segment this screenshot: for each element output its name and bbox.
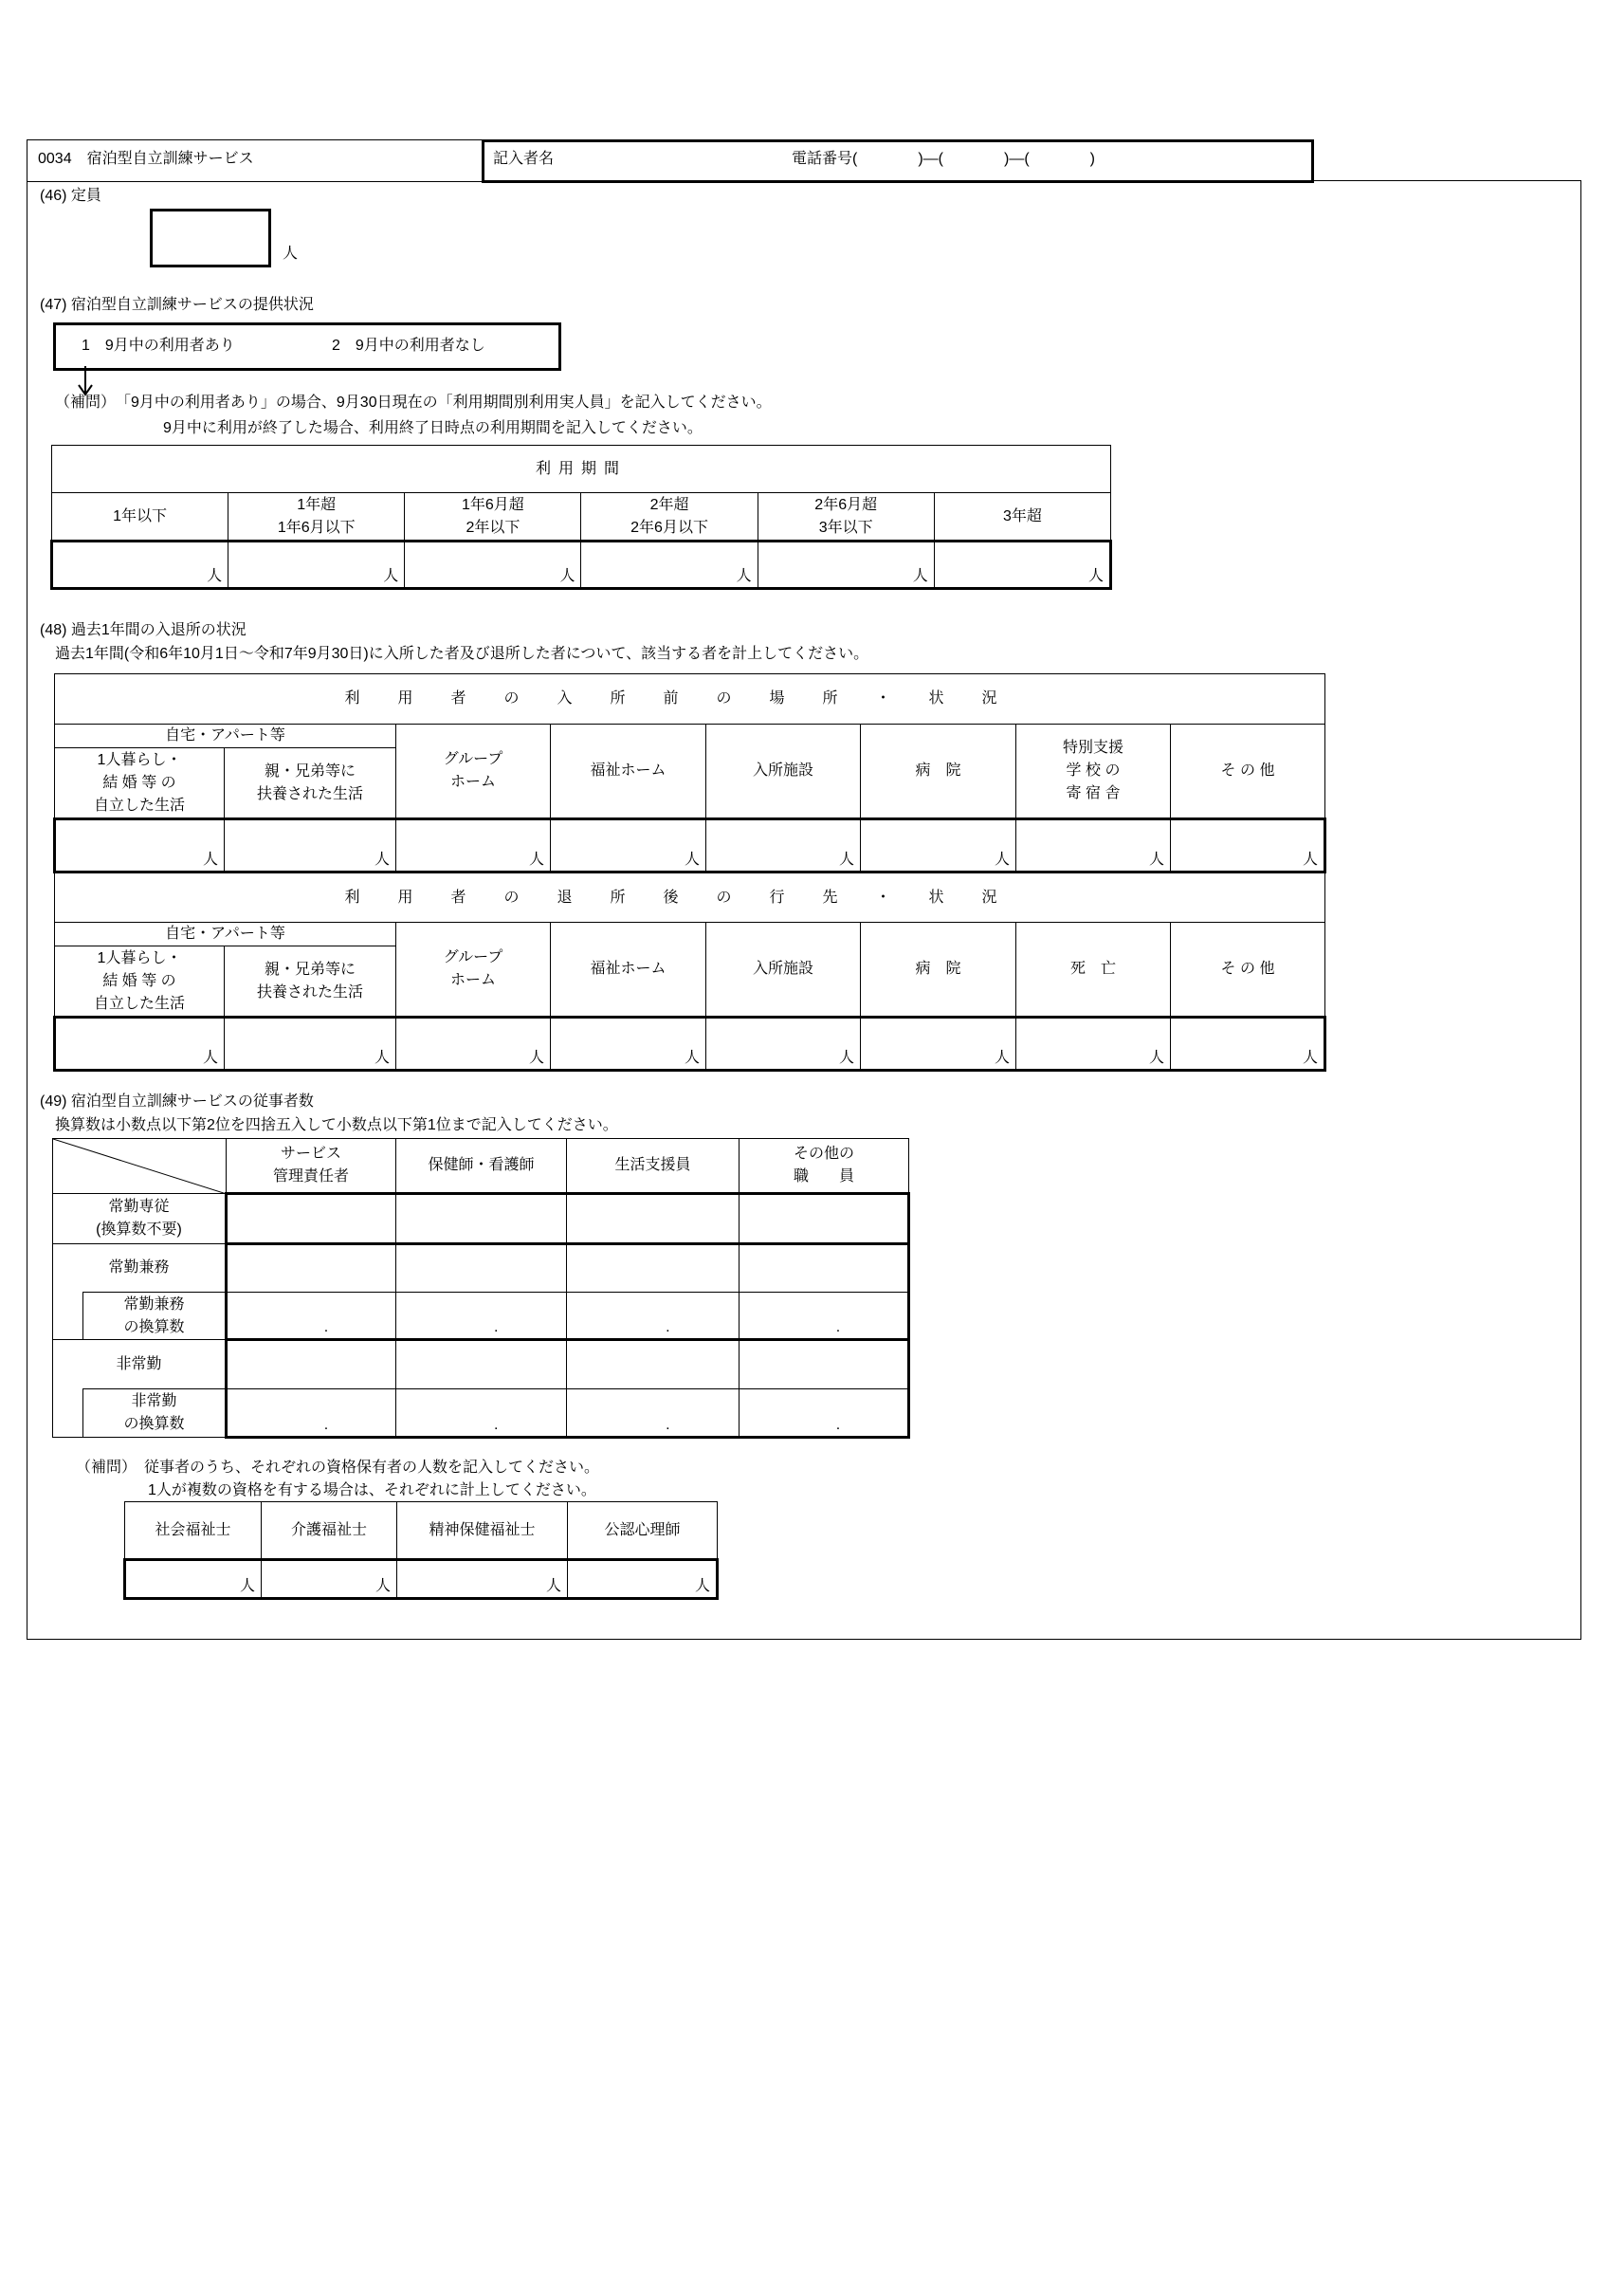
q49-note-2: 1人が複数の資格を有する場合は、それぞれに計上してください。	[148, 1482, 596, 1498]
input-cell[interactable]: 人	[397, 1560, 568, 1599]
input-cell[interactable]: 人	[706, 1018, 861, 1071]
q47-note-2: 9月中に利用が終了した場合、利用終了日時点の利用期間を記入してください。	[163, 420, 703, 436]
q46-label: (46) 定員	[40, 188, 101, 204]
input-cell[interactable]: 人	[405, 542, 581, 589]
input-cell[interactable]	[396, 1194, 567, 1244]
capacity-unit: 人	[283, 246, 299, 262]
input-cell[interactable]: 人	[758, 542, 934, 589]
recorder-label: 記入者名	[493, 151, 555, 167]
col-header: 1年超 1年6月以下	[228, 493, 405, 542]
input-cell[interactable]: 人	[1171, 1018, 1325, 1071]
col-header: 1年6月超 2年以下	[405, 493, 581, 542]
input-cell[interactable]: 人	[225, 819, 396, 872]
input-cell[interactable]	[227, 1194, 396, 1244]
input-cell[interactable]: 人	[551, 1018, 706, 1071]
input-cell[interactable]: .	[740, 1389, 909, 1438]
input-cell[interactable]: 人	[125, 1560, 262, 1599]
usage-period-table	[50, 445, 1112, 590]
row-header: 常勤兼務	[53, 1244, 227, 1293]
col-header: サービス 管理責任者	[227, 1139, 396, 1194]
q47-note-1: （補問） 「9月中の利用者あり」の場合、9月30日現在の「利用期間別利用実人員」を記入してください。	[55, 395, 772, 411]
input-cell[interactable]	[740, 1244, 909, 1293]
col-header: 親・兄弟等に 扶養された生活	[225, 946, 396, 1018]
input-cell[interactable]	[740, 1194, 909, 1244]
col-header: 1人暮らし・ 結 婚 等 の 自立した生活	[55, 946, 225, 1018]
section-title: 利用者の退所後の行先・状況	[55, 872, 1325, 923]
input-cell[interactable]: 人	[551, 819, 706, 872]
input-cell[interactable]: 人	[262, 1560, 397, 1599]
col-header: 2年6月超 3年以下	[758, 493, 934, 542]
input-cell[interactable]: 人	[581, 542, 758, 589]
q47-label: (47) 宿泊型自立訓練サービスの提供状況	[40, 297, 314, 313]
input-cell[interactable]	[567, 1244, 740, 1293]
col-header: 病 院	[861, 725, 1016, 819]
col-header: 福祉ホーム	[551, 725, 706, 819]
input-cell[interactable]: 人	[55, 819, 225, 872]
col-header: 公認心理師	[568, 1502, 718, 1560]
input-cell[interactable]: .	[227, 1389, 396, 1438]
col-header: 入所施設	[706, 923, 861, 1018]
input-cell[interactable]: 人	[861, 1018, 1016, 1071]
input-cell[interactable]: 人	[396, 1018, 551, 1071]
frame-top-line	[1311, 180, 1580, 181]
col-header: 1年以下	[52, 493, 228, 542]
col-header: その他の 職 員	[740, 1139, 909, 1194]
input-cell[interactable]	[567, 1194, 740, 1244]
col-header: 精神保健福祉士	[397, 1502, 568, 1560]
input-cell[interactable]: .	[567, 1293, 740, 1340]
indent-cell	[53, 1293, 83, 1340]
input-cell[interactable]: .	[227, 1293, 396, 1340]
col-header: 3年超	[934, 493, 1110, 542]
qualification-table	[123, 1501, 719, 1600]
input-cell[interactable]: 人	[396, 819, 551, 872]
input-cell[interactable]	[396, 1340, 567, 1389]
q48-sub: 過去1年間(令和6年10月1日～令和7年9月30日)に入所した者及び退所した者について、該当する者を計上してください。	[55, 646, 869, 662]
col-header: 病 院	[861, 923, 1016, 1018]
diagonal-line	[53, 1139, 227, 1194]
col-header: そ の 他	[1171, 923, 1325, 1018]
col-header: グループ ホーム	[396, 725, 551, 819]
option-no-users[interactable]: 2 9月中の利用者なし	[332, 338, 485, 354]
input-cell[interactable]: 人	[52, 542, 228, 589]
col-header: 親・兄弟等に 扶養された生活	[225, 748, 396, 819]
col-header: 福祉ホーム	[551, 923, 706, 1018]
input-cell[interactable]: .	[740, 1293, 909, 1340]
input-cell[interactable]: 人	[1016, 1018, 1171, 1071]
input-cell[interactable]: 人	[934, 542, 1110, 589]
col-header: 特別支援 学 校 の 寄 宿 舎	[1016, 725, 1171, 819]
input-cell[interactable]: 人	[228, 542, 405, 589]
row-header: 常勤兼務 の換算数	[83, 1293, 227, 1340]
admission-discharge-table	[53, 673, 1326, 1072]
capacity-input[interactable]	[150, 209, 271, 267]
option-users-present[interactable]: 1 9月中の利用者あり	[82, 338, 235, 354]
col-header: 生活支援員	[567, 1139, 740, 1194]
usage-period-title: 利用期間	[52, 446, 1111, 493]
row-header: 非常勤 の換算数	[83, 1389, 227, 1438]
col-header: グループ ホーム	[396, 923, 551, 1018]
phone-label: 電話番号( )―( )―( )	[792, 151, 1095, 167]
input-cell[interactable]: .	[396, 1293, 567, 1340]
q49-label: (49) 宿泊型自立訓練サービスの従事者数	[40, 1093, 314, 1110]
q49-sub: 換算数は小数点以下第2位を四捨五入して小数点以下第1位まで記入してください。	[55, 1117, 618, 1133]
input-cell[interactable]: 人	[1171, 819, 1325, 872]
input-cell[interactable]: .	[567, 1389, 740, 1438]
diagonal-header-cell	[53, 1139, 227, 1194]
row-header: 常勤専従 (換算数不要)	[53, 1194, 227, 1244]
row-header: 非常勤	[53, 1340, 227, 1389]
col-header: 入所施設	[706, 725, 861, 819]
col-header: 社会福祉士	[125, 1502, 262, 1560]
q48-label: (48) 過去1年間の入退所の状況	[40, 622, 247, 638]
section-title: 利用者の入所前の場所・状況	[55, 674, 1325, 725]
input-cell[interactable]	[567, 1340, 740, 1389]
input-cell[interactable]: 人	[225, 1018, 396, 1071]
col-header: 死 亡	[1016, 923, 1171, 1018]
group-header: 自宅・アパート等	[55, 725, 396, 748]
col-header: 2年超 2年6月以下	[581, 493, 758, 542]
col-header: 保健師・看護師	[396, 1139, 567, 1194]
q49-note-1: （補問） 従事者のうち、それぞれの資格保有者の人数を記入してください。	[76, 1460, 600, 1476]
input-cell[interactable]: 人	[55, 1018, 225, 1071]
input-cell[interactable]: 人	[568, 1560, 718, 1599]
staff-table	[52, 1138, 910, 1439]
input-cell[interactable]: 人	[861, 819, 1016, 872]
input-cell[interactable]	[396, 1244, 567, 1293]
input-cell[interactable]	[740, 1340, 909, 1389]
group-header: 自宅・アパート等	[55, 923, 396, 946]
col-header: そ の 他	[1171, 725, 1325, 819]
input-cell[interactable]: 人	[1016, 819, 1171, 872]
arrow-down-icon	[76, 366, 95, 396]
input-cell[interactable]: 人	[706, 819, 861, 872]
indent-cell	[53, 1389, 83, 1438]
input-cell[interactable]	[227, 1340, 396, 1389]
input-cell[interactable]: .	[396, 1389, 567, 1438]
col-header: 1人暮らし・ 結 婚 等 の 自立した生活	[55, 748, 225, 819]
form-title: 0034 宿泊型自立訓練サービス	[38, 151, 254, 167]
input-cell[interactable]	[227, 1244, 396, 1293]
col-header: 介護福祉士	[262, 1502, 397, 1560]
